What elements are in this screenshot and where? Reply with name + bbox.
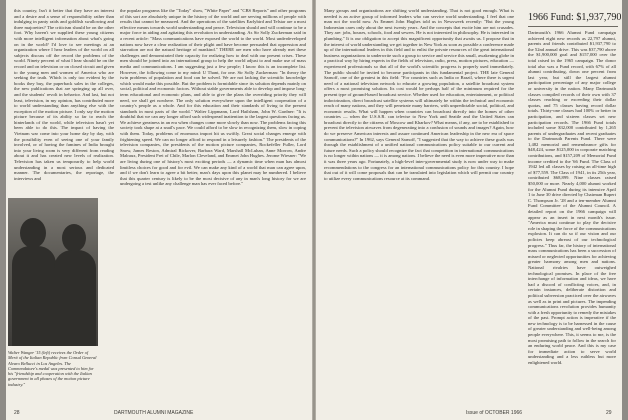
left-page [6, 0, 312, 420]
headline-rule [528, 26, 618, 27]
left-column-2-text: the popular programs like the "Today" show, "White Paper" and "CBS Reports" and other programs of this sort are absolutely unique in the history of the world and are serving millions of people with results that cannot be measured. And the operations of the satellites Earlybird and Telstar are a most effective means towards world understanding and peace. Television should and will continue to be a major force in aiding and agitating this revolution in understanding. As Sir Solly Zuckerman said in a recent article: "Mass communications have exposed the world to the world. Most underdeveloped nations now have a clear realization of their plight and have become persuaded that oppression and starvation are not the natural heritage of mankind." THERE are men who have already met these challenges and demonstrated their capacity for realizing how to deal with our present crises. These men should be joined into an international group to help the world adjust to and make use of mass media and communications. I am suggesting just a few people; I know this is an incomplete list. However, the following come to my mind: U Thant, for one. Sir Solly Zuckerman: "In theory the twin problems of population and food can be solved. We are not lacking the scientific knowledge which would make this possible. But the problem is formidable since its solution depends mainly on social, political and economic factors. Without stable governments able to develop and impose long-term educational and economic plans, and able to give the plans the overriding priority they will need, we shall get nowhere. The only solution everywhere upon the intelligent cooperation of a country's people as a whole. And for this education and their standards of living to the present standards in most parts of the world." Walter Lippmann, Lord Hailsham, John W. Gardner: "It is doubtful that we can any longer afford such widespread inattention to the largest questions facing us. We achieve greatness in an era when changes come more slowly than now. The problems facing this society took shape at a snail's pace. We could afford to be slow in recognizing them, slow in coping with them. Today, problems of enormous import hit us swiftly. Great social changes emerge with frightening speed. We can no longer afford to respond in a leisurely fashion." The presidents of the television companies, the presidents of the motion picture companies, Rockefeller Fuller, Lord Snow, James Reston, Admiral Rickover, Barbara Ward, Marshall McLuhan, Anne Morrow, Andre Malraux, President Frei of Chile, Marlon Cleveland, and Emmet John Hughes. Jerome Wiesner: "We are living during one of history's most exciting periods — a dynamic time when man has almost limitless choices for good and for evil. We can make any kind of a world that man can agree upon, and if we don't learn to agree a bit better, man's days upon this planet may be numbered. I believe that this quarter century is likely to be the most decisive of any in man's long history for we are undergoing a test unlike any challenge man has ever faced before." [120, 8, 306, 187]
figure-body-left [12, 246, 56, 346]
photo [8, 198, 98, 346]
right-column-2 [528, 30, 616, 408]
page-number-right: 29 [606, 410, 612, 416]
running-footer-right: Issue of OCTOBER 1966 [466, 410, 523, 416]
figure-body-right [54, 250, 96, 346]
left-column-2 [120, 8, 306, 408]
fund-headline: 1966 Fund: $1,937,790 [528, 12, 622, 23]
photo-caption: Walter Wanger '15 (left) receives the Order of Merit of the Italian Republic from Consul General Alvaro Bellucci in Los Angeles. The Commendatore's medal was presented to him for his "friendship and cooperation with the Italian government in all phases of the motion picture industry." [8, 350, 97, 387]
page-number-left: 28 [14, 410, 20, 416]
figure-head-left [20, 218, 46, 248]
running-footer-left: DARTMOUTH ALUMNI MAGAZINE [114, 410, 194, 416]
left-column-1-text: this country, Isn't it better that they have an interest and a desire and a sense of responsibility rather than indulging in panty raids and goldfish swallowing and three majorettes? The criticism should be on the other foot. Why haven't we supplied these young citizens with more intelligent information about what's going on in the world? I'd love to see meetings at an organization where I hear leaders of the world on all subjects discuss off the record the problems of the world. Ninety percent of what I hear should be on the record and on television or on closed circuit and given to the young men and women of America who are seeking the truth. Which is only too evident by the books they buy, the paperback sales in the colleges, the new publications that are springing up all over, and the students' revolt in behavior. And last, but not least, television, in my opinion, has contributed more to world understanding than anything else with the exception of the motion picture. I only say the motion picture because of its ability so far to reach the hinterlands of the world, while television hasn't yet been able to do this. The impact of having the Vietnam war come into your home day by day, with the possibility even of seeing one of your family involved, or of having the famines of India brought into your living room is very different from reading about it and has created new levels of realization. Television has taken us temporarily to help world understanding in a most serious and dedicated manner. The documentaries, the reportage, the interviews and [14, 8, 114, 181]
right-page [316, 0, 622, 420]
right-column-2-text: Dartmouth's 1966 Alumni Fund campaign achieved eight new records as 22,797 alumni, parents and friends contributed $1,937,790 to the 52nd annual drive. This was $37,790 above the $1,900,000 goal and $157,000 over the total raised in the 1965 campaign. The donor total also was a Fund record, with 67% of all alumni contributing, down one percent from last year, but still the largest alumni participation percentage of any major college or university in the nation. Many Dartmouth classes compiled records of their own with 37 classes reaching or exceeding their dollar quotas, and 75 classes having record dollar totals. Thirty-one classes had 100% or better in participation, and sixteen classes set new participation records. The 1966 Fund totals included some $32,000 contributed by 1,265 parents of undergraduates and recent graduates to the Dartmouth Parents Fund. There were 1,482 memorial and remembrance gifts for $48,424, some $125,000 in corporate matching contributions, and $157,209 of Memorial Fund income credited to the '66 Fund. The Class of 1942 led all classes by raising an all-time high of $77,559. The Class of 1941, in its 25th year, contributed $68,899. Nine classes raised $50,000 or more. Nearly 4,000 alumni worked for the Alumni Fund during its intensive April 1 to June 30 drive directed by Chairman Rupert C. Thompson Jr. '28 and a ten-member Alumni Fund Committee of the Alumni Council. A detailed report on the 1966 campaign will appear as an insert in next month's issue. "America must continue to play the decisive role in shaping the force of the communications explosion. It can do so if our vision and our policies keep abreast of our technological progress." Thus far, the history of international mass communications has been a succession of missed or neglected opportunities for achieving greater harmony among men and nations. National rivalries have outweighed technological promises. In place of the free interchange of information and ideas, we have had a discord of conflicting voices, and, in certain instances, deliberate distortion and political subversion practiced over the airwaves as well as in print and pictures. The impending communications revolution provides humanity with a fresh opportunity to remedy the mistakes of the past. Prompt action is imperative if the new technology is to be harnessed in the cause of greater understanding and well-being among people everywhere. This, it seems to me, is the most promising path to follow in the search for an enduring world peace. And this is my case for immediate action to serve world understanding and a less ruthless but more enlightened world. [528, 30, 616, 366]
right-column-1-text: Many groups and organizations are shifting world understanding. That is not good enough. What is needed is an active group of informed leaders who can service world understanding. I feel that one man not the world now. As Emmet John Hughes told us in Newsweek recently: "But the young Indonesian cares only about the next twenty years. And the concepts that excite him are not crusades. They are: jobs, houses, schools, food and sewers. He is not interested in philosophy. He is interested in plumbing." It is our obligation to accept this magnificent opportunity that awaits us. I propose that in the interest of world understanding we get together in New York as soon as possible a conference made up of the international leaders in this field and to enlist the private resources of the great international business organizations to underwrite such a group to service and service this small, awakening globe in a practical way by hiring experts in the fields of television, radio, press, motion pictures, education — experienced professionals so that all of the world's scientific progress is properly used immediately. The public should be invited to become participants in this fundamental project. THE late General Sarnoff, one of the greatest in this field: "For countries such as India or Brazil, where there is urgent need of a national television network to educate a growing population, a satellite broadcast system offers a most promising solution. Its cost would be perhaps half of the minimum required for the present type of ground-based broadcast service. Whether used for education, entertainment, or political indoctrination, direct broadcast satellite systems will ultimately be within the technical and economic reach of many nations, and they will penetrate many barriers, with unpredictable social, political, and economic results. What will happen when countries can broadcast directly into the homes of other countries — when the U.S.S.R. can televise to New York and Seattle and the United States can broadcast directly to the citizens of Moscow and Kharkov? What means, if any, are to be established to prevent the television airwaves from degenerating into a confusion of sounds and images? Again, how do we preserve American interests and assure continued American leadership in the new era of space communications?" In 1962, says General Sarnoff, "I suggested that the way to achieve these goals was through the establishment of a unified national communications policy suitable to our current and future needs. Such a policy should recognize the fact that competition in international communications is no longer within nations — it is among nations. I believe the need is even more imperative now than it was three years ago. Fortunately, a high-level inter-governmental study is now under way to make recommendations to the congress for an international communications policy for this country. I hope that out of it will come proposals that can be translated into legislation which will permit our country to utilize every communications resource at its command. [324, 8, 514, 181]
figure-head-right [62, 224, 86, 252]
right-column-1 [324, 8, 514, 408]
